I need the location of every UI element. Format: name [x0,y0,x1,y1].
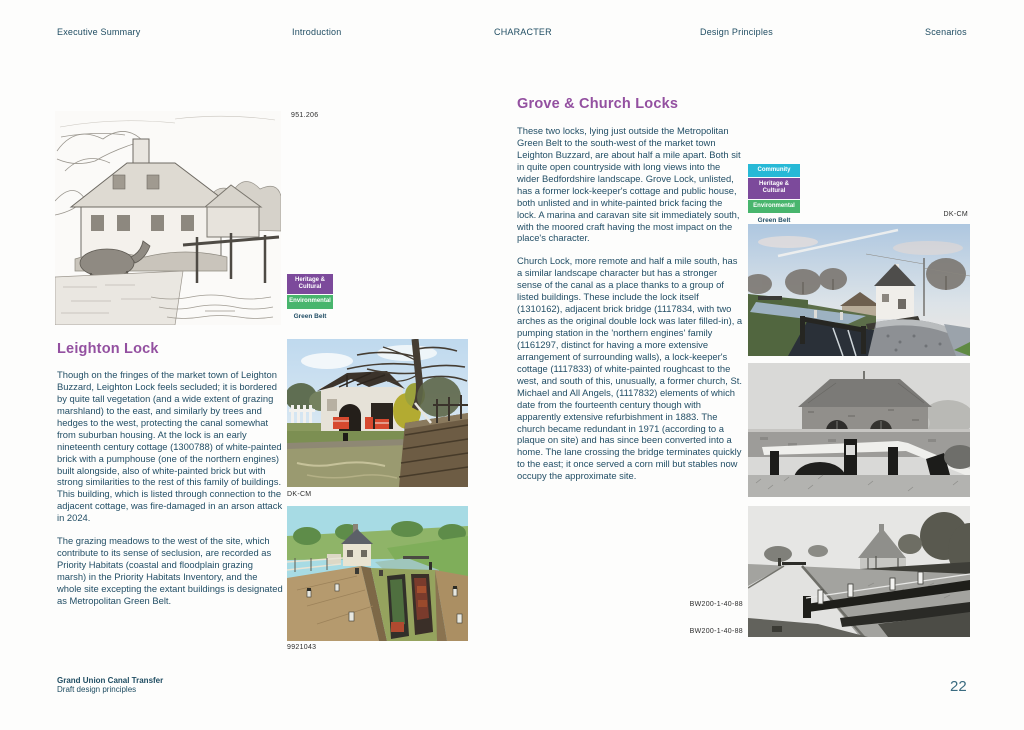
tag-heritage-cultural: Heritage & Cultural [748,178,800,198]
leighton-paragraph-2: The grazing meadows to the west of the site, which contribute to its sense of seclusion, are recorded as Priority Habitats (coastal and floodplain grazing marsh) in the Priority Habitats Inventory, and the whole site excepting the extant buildings is designated as Metropolitan Green Belt. [57,535,283,606]
leighton-lock-body [57,369,283,607]
sketch-reference-caption: 951.206 [291,112,319,119]
grove-lock-photo [748,224,970,356]
fire-damaged-cottage-photo [287,339,468,487]
fire-cottage-scene [287,339,468,487]
nav-introduction[interactable]: Introduction [292,27,342,37]
designation-tags-grove [748,164,800,224]
grove-photo-caption: DK-CM [943,211,968,218]
bw-photo-caption-2: BW200-1-40-88 [689,628,743,635]
nav-design-principles[interactable]: Design Principles [700,27,773,37]
tag-environmental: Environmental [748,200,800,213]
fire-photo-caption: DK-CM [287,491,312,498]
nav-character[interactable]: CHARACTER [494,27,552,37]
tag-environmental: Environmental [287,295,333,308]
page-number: 22 [950,678,967,695]
leighton-lock-sketch-image [55,111,281,325]
tag-green-belt: Green Belt [757,216,791,224]
church-lock-scene [748,506,970,637]
sketch-drawing [55,111,281,325]
nav-executive-summary[interactable]: Executive Summary [57,27,141,37]
grove-church-locks-heading: Grove & Church Locks [517,96,679,112]
pumphouse-bw-photo [748,363,970,497]
designation-tags-leighton [287,274,333,320]
nav-scenarios[interactable]: Scenarios [925,27,967,37]
tag-green-belt: Green Belt [293,312,327,320]
church-lock-bw-photo [748,506,970,637]
postcard-scene [287,506,468,641]
tag-community: Community [748,164,800,177]
leighton-paragraph-1: Though on the fringes of the market town of Leighton Buzzard, Leighton Lock feels secluded; it is bordered by quite tall vegetation (and a wide extent of grazing marshland) to the east, and similarly by trees and hedges to the west, protecting the canal somewhat from suburban housing. At the lock is an early nineteenth century cottage (1300788) of white-painted brick with a pumphouse (one of the northern engines) built alongside, also of white-painted brick but with strong similarities to the rest of this family of buildings. This building, which is listed through connection to the adjacent cottage, was fire-damaged in an arson attack in 2024. [57,369,283,524]
postcard-photo-caption: 9921043 [287,644,317,651]
footer-document-title: Grand Union Canal Transfer [57,676,164,685]
grove-paragraph-2: Church Lock, more remote and half a mile south, has a similar landscape character but has a stronger sense of the canal as a place thanks to a group of listed buildings. These include the lock itself (1310162), adjacent brick bridge (1117834, with two arches as the original double lock was later filled-in), a pumping station in the 'northern engines' family (1161297, distinct for having a more extensive arrangement of surrounding walls), a lock-keeper's cottage (1117833) of white-painted roughcast to the west, and south of this, unusually, a former church, St. Michael and All Angels, (1117832) elements of which date from the fourteenth century though with apparently extensive refurbishment in 1883. The church became redundant in 1971 (according to a plaque on site) and has since been converted into a home. The lane crossing the bridge terminates quickly to the east; it once served a corn mill but stables now occupy the approximate site. [517,255,743,482]
pumphouse-scene [748,363,970,497]
leighton-lock-heading: Leighton Lock [57,341,159,357]
tag-heritage-cultural: Heritage & Cultural [287,274,333,294]
grove-paragraph-1: These two locks, lying just outside the Metropolitan Green Belt to the south-west of the market town Leighton Buzzard, are about half a mile apart. Both sit in quite open countryside with long views into the wider Bedfordshire landscape. Grove Lock, unlisted, has a former lock-keeper's cottage and public house, both unlisted and in white-painted brick facing the lock. A marina and caravan site sit immediately south, with the moored craft having the most impact on the place's character. [517,125,741,244]
footer-document-subtitle: Draft design principles [57,685,137,694]
vintage-lock-postcard-photo [287,506,468,641]
grove-lock-scene [748,224,970,356]
footer [57,676,163,694]
bw-photo-caption-1: BW200-1-40-88 [689,601,743,608]
grove-church-locks-body [517,125,744,482]
